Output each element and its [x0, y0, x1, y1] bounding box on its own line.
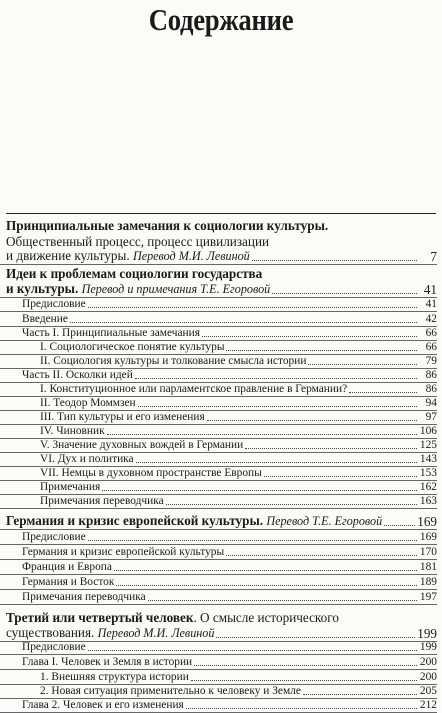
toc-entry-title: [40, 685, 301, 698]
page-number: 163: [419, 495, 437, 507]
toc-entry: [0, 438, 437, 453]
page-number: 189: [419, 576, 437, 588]
toc-entry-title: [22, 531, 86, 544]
toc-text: Германия и кризис европейской культуры: [22, 546, 225, 558]
dot-leader: [264, 476, 417, 477]
toc-text: II. Социология культуры и толкование смысла истории: [40, 355, 307, 367]
toc-text: III. Тип культуры и его изменения: [40, 411, 205, 423]
toc-entry-title: [22, 699, 184, 712]
toc-text: . О смысле исторического: [193, 610, 339, 625]
toc-section-line: [0, 217, 437, 233]
translator-credit: Перевод М.И. Левиной: [132, 249, 250, 263]
dot-leader: [207, 420, 417, 421]
page-number: 66: [425, 341, 437, 353]
toc-entry-title: [6, 234, 269, 249]
page-number: 200: [419, 656, 437, 668]
translator-credit: Перевод М.И. Левиной: [97, 626, 215, 640]
toc-entry: [0, 480, 437, 495]
toc-text: Предисловие: [22, 531, 86, 543]
toc-entry-title: [40, 341, 224, 354]
toc-text: Часть II. Осколки идей: [22, 369, 133, 381]
toc-entry: [0, 340, 437, 355]
toc-text: II. Теодор Моммзен: [40, 397, 136, 409]
toc-text: IV. Чиновник: [40, 425, 105, 437]
toc-text: и культуры.: [6, 281, 82, 296]
dot-leader: [226, 350, 417, 351]
toc-section-line: [0, 513, 437, 530]
toc-entry: [0, 590, 437, 605]
toc-text: I. Конституционное или парламентское правление в Германии?: [40, 383, 348, 395]
toc-section-line: [0, 265, 437, 281]
page-number: 42: [425, 313, 437, 325]
toc-section-line: [0, 233, 437, 249]
page-number: 199: [417, 626, 437, 641]
page-number: 143: [419, 453, 437, 465]
toc-entry-title: [22, 591, 146, 604]
dot-leader: [148, 600, 417, 601]
toc-entry-title: [40, 411, 205, 424]
dot-leader: [166, 504, 417, 505]
page-number: 94: [425, 397, 437, 409]
translator-credit: Перевод Т.Е. Егоровой: [266, 514, 383, 528]
page-number: 86: [425, 369, 437, 381]
page-number: 106: [419, 425, 437, 437]
toc-text: 2. Новая ситуация применительно к человеку и Земле: [40, 685, 301, 697]
dot-leader: [135, 378, 417, 379]
page-number: 153: [419, 467, 437, 479]
page-number: 41: [423, 282, 437, 297]
toc-text: Принципиальные замечания к социологии культуры.: [6, 218, 329, 233]
page-number: 162: [419, 481, 437, 493]
toc-entry: [0, 410, 437, 425]
page-number: 7: [430, 249, 437, 264]
page-number: 169: [417, 514, 437, 529]
toc-entry-title: [22, 546, 224, 559]
dot-leader: [245, 448, 417, 449]
toc-entry: [0, 494, 437, 509]
page-number: 79: [425, 355, 437, 367]
dot-leader: [272, 293, 417, 294]
dot-leader: [349, 392, 417, 393]
toc-entry: [0, 396, 437, 411]
dot-leader: [88, 540, 417, 541]
toc-entry-title: [40, 355, 306, 368]
toc-entry: [0, 312, 437, 327]
dot-leader: [114, 570, 417, 571]
toc-entry-title: [22, 576, 114, 589]
page-number: 97: [425, 411, 437, 423]
page-number: 125: [419, 439, 437, 451]
toc-entry-title: [40, 453, 134, 466]
dot-leader: [194, 665, 417, 666]
toc-entry: [0, 368, 437, 383]
toc-text: Франция и Европа: [22, 561, 112, 573]
toc-entry-title: [6, 218, 328, 233]
toc-text: I. Социологическое понятие культуры: [40, 341, 225, 353]
toc-section-line: [0, 281, 437, 298]
page-number: 212: [419, 699, 437, 711]
toc-entry-title: [40, 481, 100, 494]
dot-leader: [216, 637, 415, 638]
toc-text: Германия и Восток: [22, 576, 115, 588]
page-number: 170: [419, 546, 437, 558]
toc-section-line: [0, 609, 437, 625]
toc-entry: [0, 466, 437, 481]
toc-entry-title: [22, 641, 86, 654]
dot-leader: [186, 708, 417, 709]
toc-text: Предисловие: [22, 298, 86, 310]
toc-text: и движение культуры.: [6, 248, 133, 263]
toc-entry-title: [22, 369, 133, 382]
toc-entry: [0, 655, 437, 670]
page-number: 181: [419, 561, 437, 573]
toc-entry: [0, 326, 437, 341]
dot-leader: [70, 322, 417, 323]
dot-leader: [102, 490, 417, 491]
page-number: 41: [425, 298, 437, 310]
dot-leader: [88, 307, 417, 308]
toc-entry-title: [40, 383, 347, 396]
toc-entry: [0, 698, 437, 713]
toc-entry-title: [6, 281, 270, 297]
page-title: Содержание: [148, 2, 294, 37]
toc-text: существования.: [6, 625, 98, 640]
dot-leader: [202, 336, 417, 337]
toc-entry-title: [6, 513, 382, 529]
dot-leader: [107, 434, 417, 435]
toc-text: Примечания переводчика: [40, 495, 164, 507]
page-number: 205: [419, 685, 437, 697]
toc-entry-title: [6, 610, 339, 625]
page-number: 86: [425, 383, 437, 395]
dot-leader: [384, 525, 415, 526]
toc-entry-title: [22, 561, 112, 574]
toc-entry: [0, 452, 437, 467]
page-number: 197: [419, 591, 437, 603]
toc-text: Предисловие: [22, 641, 86, 653]
toc-text: Часть I. Принципиальные замечания: [22, 327, 200, 339]
toc-entry-title: [22, 656, 192, 669]
toc-entry: [0, 297, 437, 312]
toc-section-line: [0, 248, 437, 265]
page-number: 199: [419, 641, 437, 653]
toc-entry: [0, 560, 437, 575]
page-number: 200: [419, 671, 437, 683]
toc-text: Идеи к проблемам социологии государства: [6, 266, 263, 281]
toc-text: Глава I. Человек и Земля в истории: [22, 656, 193, 668]
toc-entry-title: [22, 298, 86, 311]
toc-entry-title: [40, 397, 136, 410]
toc-entry: [0, 382, 437, 397]
toc-entry-title: [6, 266, 262, 281]
toc-entry: [0, 640, 437, 655]
toc-entry-title: [40, 495, 164, 508]
toc-entry: [0, 354, 437, 369]
toc-entry-title: [40, 439, 243, 452]
toc-entry-title: [40, 467, 262, 480]
dot-leader: [138, 406, 417, 407]
dot-leader: [226, 555, 417, 556]
toc-entry: [0, 530, 437, 545]
toc-text: Введение: [22, 313, 68, 325]
toc-entry-title: [22, 313, 68, 326]
toc-entry: [0, 424, 437, 439]
translator-credit: Перевод и примечания Т.Е. Егоровой: [81, 282, 271, 296]
page-number: 66: [425, 327, 437, 339]
page-number: 169: [419, 531, 437, 543]
toc-text: Третий или четвертый человек: [6, 610, 194, 625]
toc-entry-title: [6, 248, 250, 264]
toc-entry: [0, 545, 437, 560]
toc-entry-title: [6, 625, 214, 641]
toc-entry-title: [40, 425, 105, 438]
toc-text: Германия и кризис европейской культуры.: [6, 513, 267, 528]
toc-entry-title: [22, 327, 200, 340]
toc-entry: [0, 684, 437, 699]
toc-text: Примечания переводчика: [22, 591, 146, 603]
section-divider: [6, 213, 436, 214]
dot-leader: [303, 694, 417, 695]
dot-leader: [308, 364, 417, 365]
dot-leader: [191, 680, 417, 681]
toc-entry: [0, 575, 437, 590]
toc-text: VII. Немцы в духовном пространстве Европы: [40, 467, 262, 479]
dot-leader: [136, 462, 417, 463]
toc-text: VI. Дух и политика: [40, 453, 134, 465]
dot-leader: [116, 585, 417, 586]
toc-text: Общественный процесс, процесс цивилизации: [6, 234, 270, 249]
toc-text: Примечания: [40, 481, 101, 493]
dot-leader: [88, 650, 417, 651]
toc-text: Глава 2. Человек и его изменения: [22, 699, 184, 711]
dot-leader: [252, 260, 417, 261]
toc-text: V. Значение духовных вождей в Германии: [40, 439, 244, 451]
toc-text: 1. Внешняя структура истории: [40, 671, 189, 683]
